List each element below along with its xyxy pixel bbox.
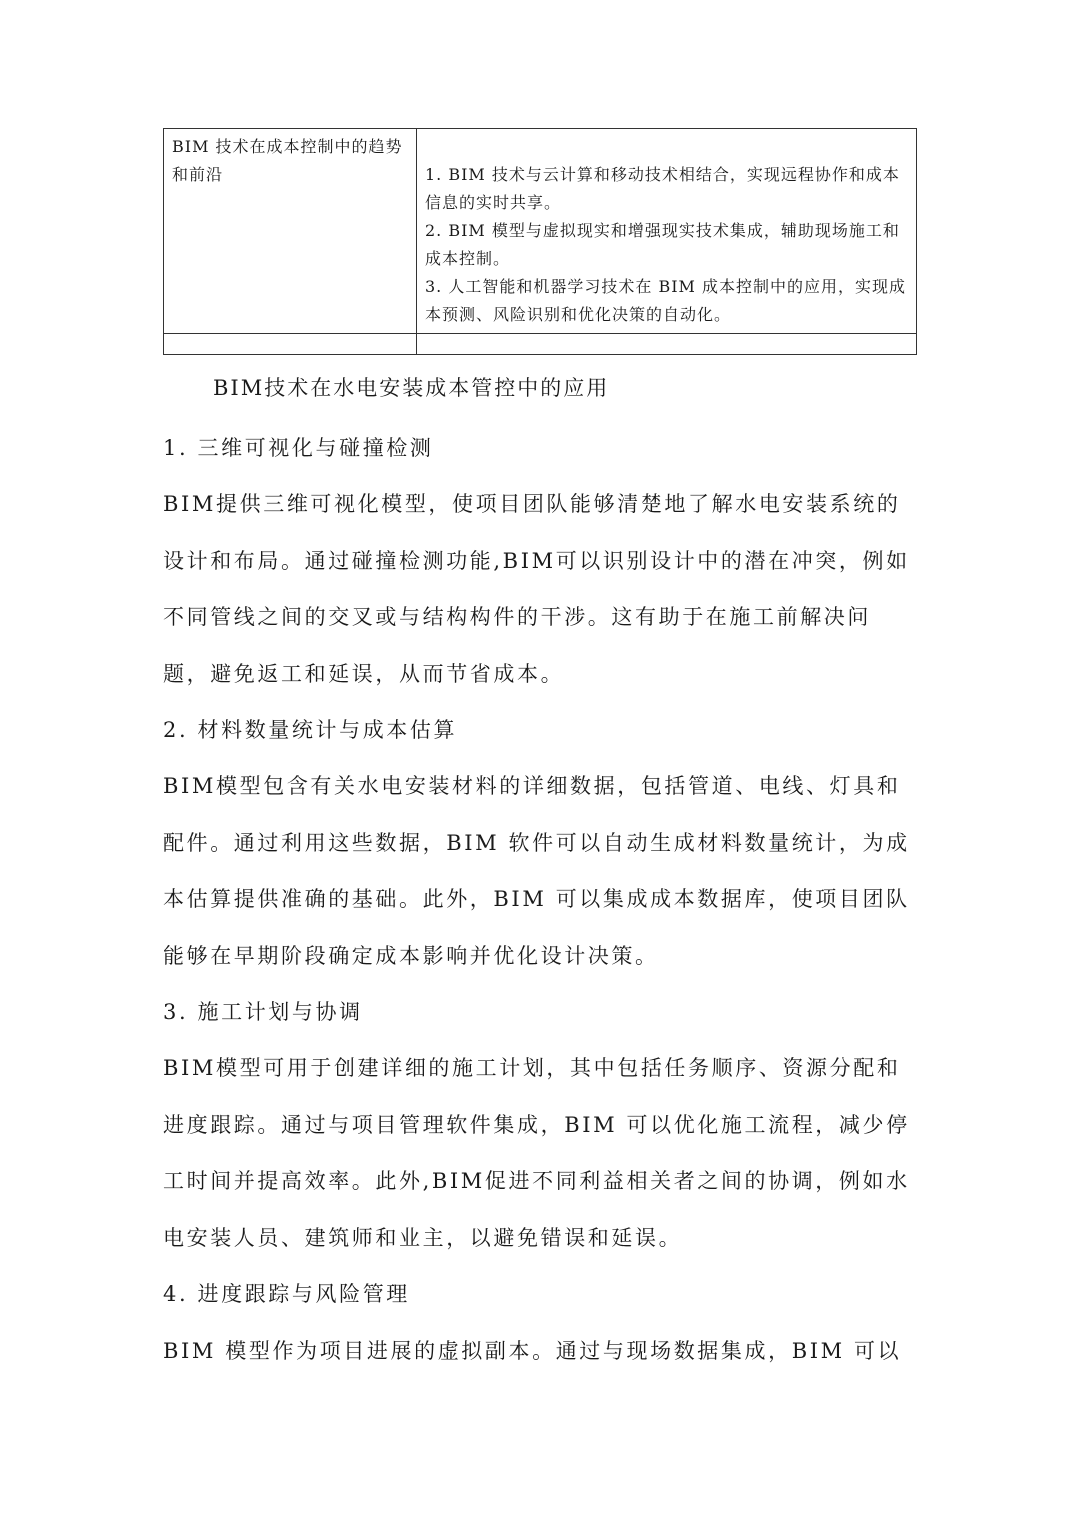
table-row [164, 129, 917, 334]
section-title: BIM技术在水电安装成本管控中的应用 [213, 376, 610, 400]
subsection-heading: 4. 进度跟踪与风险管理 [163, 1282, 410, 1307]
table-cell-topic: BIM 技术在成本控制中的趋势和前沿 [164, 129, 417, 334]
paragraph: BIM模型可用于创建详细的施工计划，其中包括任务顺序、资源分配和进度跟踪。通过与项目管理软件集成，BIM 可以优化施工流程，减少停工时间并提高效率。此外,BIM促进不同利益相关者之间的协调，例如水电安装人员、建筑师和业主，以避免错误和延误。 [163, 1056, 910, 1250]
subsection-heading: 2. 材料数量统计与成本估算 [163, 718, 458, 743]
subsection-heading: 1. 三维可视化与碰撞检测 [163, 436, 434, 460]
subsection-heading: 3. 施工计划与协调 [163, 1000, 363, 1025]
table-row-empty [164, 334, 917, 355]
document-body [163, 420, 917, 1379]
table-cell-empty [417, 334, 917, 355]
list-item: 1. BIM 技术与云计算和移动技术相结合，实现远程协作和成本信息的实时共享。 [425, 165, 900, 212]
table-cell-empty [164, 334, 417, 355]
list-item: 2. BIM 模型与虚拟现实和增强现实技术集成，辅助现场施工和成本控制。 [425, 221, 900, 268]
paragraph: BIM模型包含有关水电安装材料的详细数据，包括管道、电线、灯具和配件。通过利用这些数据，BIM 软件可以自动生成材料数量统计，为成本估算提供准确的基础。此外，BIM 可以集成成本数据库，使项目团队能够在早期阶段确定成本影响并优化设计决策。 [163, 774, 910, 968]
paragraph: BIM提供三维可视化模型，使项目团队能够清楚地了解水电安装系统的设计和布局。通过碰撞检测功能,BIM可以识别设计中的潜在冲突，例如不同管线之间的交叉或与结构构件的干涉。这有助于在施工前解决问题，避免返工和延误，从而节省成本。 [163, 492, 910, 686]
paragraph: BIM 模型作为项目进展的虚拟副本。通过与现场数据集成，BIM 可以 [163, 1338, 902, 1363]
info-table [163, 128, 917, 355]
table-cell-details [417, 129, 917, 334]
list-item: 3. 人工智能和机器学习技术在 BIM 成本控制中的应用，实现成本预测、风险识别和优化决策的自动化。 [425, 277, 906, 324]
